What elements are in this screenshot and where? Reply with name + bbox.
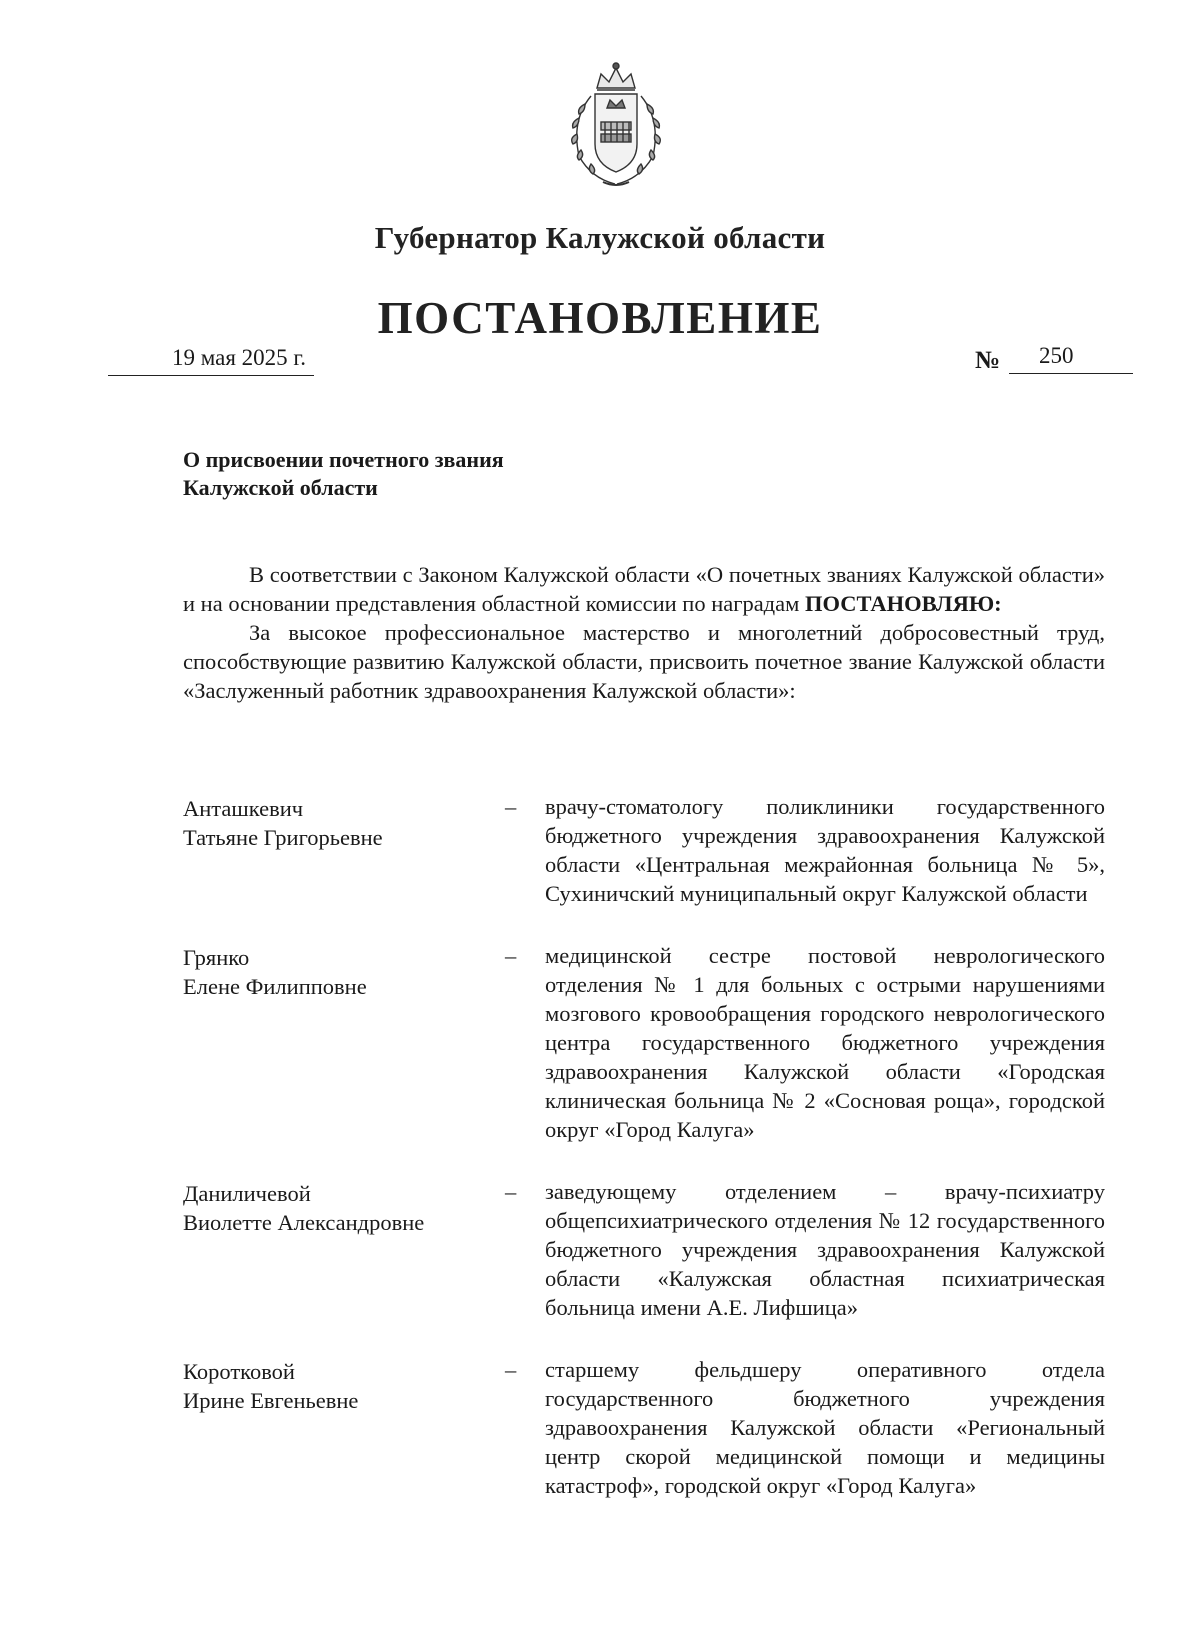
awardee-name [183, 943, 483, 1001]
awardee-position: старшему фельдшеру оперативного отдела государственного бюджетного учреждения здравоохранения Калужской области «Региональный центр скорой медицинской помощи и медицины катастроф», городской округ «Город Калуга» [545, 1357, 1105, 1498]
awardee-given-name: Ирине Евгеньевне [183, 1388, 359, 1413]
document-subject [183, 446, 504, 502]
dash-separator: – [505, 794, 517, 819]
awardee-position: заведующему отделением – врачу-психиатру общепсихиатрического отделения № 12 государственного бюджетного учреждения здравоохранения Калужской области «Калужская областная психиатрическая больница имени А.Е. Лифшица» [545, 1179, 1105, 1320]
awardee-given-name: Татьяне Григорьевне [183, 825, 383, 850]
dash-separator: – [505, 1357, 517, 1382]
subject-line: Калужской области [183, 475, 378, 500]
awardee-position: медицинской сестре постовой неврологического отделения № 1 для больных с острыми нарушениями мозгового кровообращения городского неврологического центра государственного бюджетного учреждения здравоохранения Калужской области «Городская клиническая больница № 2 «Сосновая роща», городской округ «Город Калуга» [545, 943, 1105, 1142]
subject-line: О присвоении почетного звания [183, 447, 504, 472]
awardee-name [183, 794, 483, 852]
issuing-authority: Губернатор Калужской области [374, 220, 826, 255]
date-value: 19 мая 2025 г. [171, 345, 306, 370]
decree-body [183, 560, 1105, 705]
awardee-entry [183, 792, 1105, 908]
number-value: 250 [1039, 343, 1074, 368]
awardee-surname: Коротковой [183, 1359, 295, 1384]
awardee-surname: Даниличевой [183, 1181, 311, 1206]
preamble-text: В соответствии с Законом Калужской области «О почетных званиях Калужской области» и на основании представления областной комиссии по наградам [183, 562, 1105, 616]
awardee-surname: Анташкевич [183, 796, 304, 821]
award-paragraph: За высокое профессиональное мастерство и многолетний добросовестный труд, способствующие развитию Калужской области, присвоить почетное звание Калужской области «Заслуженный работник здравоохранения Калужской области»: [183, 620, 1105, 703]
awardee-entry [183, 1355, 1105, 1500]
awardee-given-name: Виолетте Александровне [183, 1210, 425, 1235]
awardee-list [183, 792, 1105, 1533]
document-type-title: ПОСТАНОВЛЕНИЕ [377, 293, 823, 343]
awardee-position: врачу-стоматологу поликлиники государственного бюджетного учреждения здравоохранения Калужской области «Центральная межрайонная больница № 5», Сухиничский муниципальный округ Калужской области [545, 794, 1105, 906]
awardee-name [183, 1179, 483, 1237]
awardee-surname: Грянко [183, 945, 250, 970]
document-number [975, 343, 1133, 375]
number-sign: № [975, 347, 1001, 374]
awardee-given-name: Елене Филипповне [183, 974, 367, 999]
document-date [108, 345, 314, 376]
coat-of-arms-icon [557, 60, 675, 190]
preamble-paragraph [183, 560, 1105, 618]
decree-keyword: ПОСТАНОВЛЯЮ: [804, 591, 1002, 616]
awardee-name [183, 1357, 483, 1415]
dash-separator: – [505, 943, 517, 968]
awardee-entry [183, 941, 1105, 1144]
number-field [1009, 343, 1133, 374]
awardee-entry [183, 1177, 1105, 1322]
dash-separator: – [505, 1179, 517, 1204]
